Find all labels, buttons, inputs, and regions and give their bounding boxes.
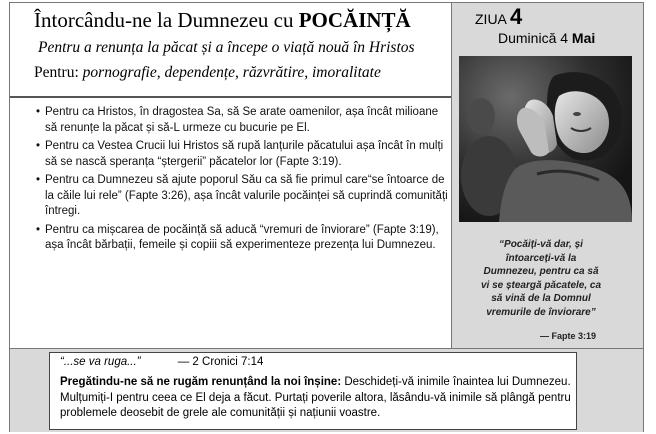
list-item-text: Pentru ca Hristos, în dragostea Sa, să Se arate oamenilor, așa încât milioane să renunțe la păcat și să-L urmeze cu bucurie pe El.: [45, 106, 439, 134]
list-item: [36, 223, 451, 254]
list-item-text: Pentru ca Dumnezeu să ajute poporul Său ca să fie primul care“se întoarce de la căile lui rele” (Fapte 3:26), așa încât valurile pocăinței să cuprindă comunități întregi.: [45, 174, 448, 217]
title-prefix: Întorcându-ne la Dumnezeu cu: [34, 8, 294, 32]
verse-reference: — Fapte 3:19: [540, 331, 597, 341]
day-date: [498, 30, 595, 46]
bullet-icon: •: [36, 223, 41, 236]
list-item: [36, 173, 451, 220]
month-name: Mai: [571, 30, 596, 46]
header-divider: [10, 96, 451, 98]
list-item: [36, 139, 451, 170]
list-item: [36, 105, 451, 136]
bullet-icon: •: [36, 174, 41, 186]
prayer-points-list: [36, 105, 451, 257]
day-word: ZIUA: [475, 11, 507, 27]
bullet-icon: •: [36, 140, 41, 152]
prayer-reference: — 2 Cronici 7:14: [177, 356, 264, 368]
weekday-date: Duminică 4: [498, 30, 569, 46]
verse-quote: “Pocăiți-vă dar, și întoarceți-vă la Dumnezeu, pentru ca să vi se șteargă păcatele, ca să vină de la Domnul vremurile de înviorare”: [480, 239, 602, 318]
prayer-lead: Pregătindu-ne să ne rugăm renunțând la noi înșine:: [60, 376, 342, 388]
day-number: 4: [510, 4, 523, 29]
sidebar-divider: [451, 3, 452, 348]
prayer-quote: “...se va ruga...”: [60, 356, 141, 368]
list-item-text: Pentru ca Vestea Crucii lui Hristos să rupă lanțurile păcatului așa încât în mulți să se nască speranța “ștergerii” păcatelor lor (Fapte 3:19).: [45, 140, 444, 168]
title-keyword: POCĂINȚĂ: [298, 8, 411, 32]
prayer-instructions: [60, 375, 572, 422]
pentru-line: [34, 64, 381, 82]
praying-woman-photo: [459, 56, 632, 222]
prayer-reference-line: [60, 356, 263, 368]
prayer-body: Deschideți-vă inimile înaintea lui Dumnezeu. Mulțumiți-I pentru ceea ce El deja a făcut. Purtați poverile altora, lăsându-vă inimile să plângă pentru problemele deosebit de grele ale comunității și națiunii voastre.: [60, 376, 571, 419]
day-label: [475, 4, 522, 30]
photo-illustration: [459, 56, 632, 222]
list-item-text: Pentru ca mișcarea de pocăință să aducă “vremuri de înviorare” (Fapte 3:19), așa încât bărbații, femeile și copiii să experimenteze prezența lui Dumnezeu.: [45, 223, 439, 251]
pentru-topics: pornografie, dependențe, răzvrătire, imoralitate: [82, 64, 381, 81]
bullet-icon: •: [36, 106, 41, 118]
pentru-label: Pentru:: [34, 64, 79, 81]
page-subtitle: Pentru a renunța la păcat și a începe o viață nouă în Hristos: [38, 39, 415, 56]
page-title: [34, 8, 411, 33]
